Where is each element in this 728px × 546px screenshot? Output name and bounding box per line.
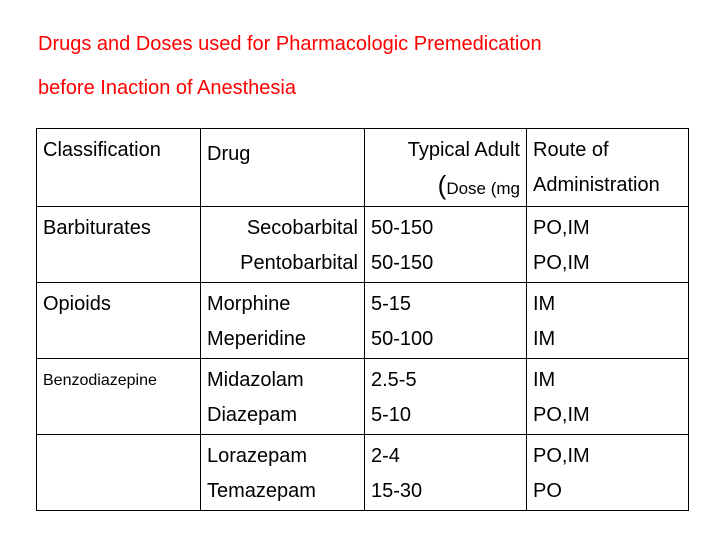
header-dose-paren: ( bbox=[437, 170, 447, 200]
cell-drugs: Lorazepam Temazepam bbox=[201, 435, 365, 511]
cell-routes: IM PO,IM bbox=[527, 359, 689, 435]
header-classification: Classification bbox=[37, 129, 201, 207]
cell-doses: 2-4 15-30 bbox=[365, 435, 527, 511]
cell-drugs: Morphine Meperidine bbox=[201, 283, 365, 359]
cell-doses: 5-15 50-100 bbox=[365, 283, 527, 359]
cell-doses: 2.5-5 5-10 bbox=[365, 359, 527, 435]
table-row bbox=[37, 283, 689, 359]
slide-title-line-1: Drugs and Doses used for Pharmacologic Premedication bbox=[38, 33, 542, 55]
table-row bbox=[37, 359, 689, 435]
slide-title-line-2: before Inaction of Anesthesia bbox=[38, 77, 296, 99]
header-dose: Typical Adult (Dose (mg bbox=[365, 129, 527, 207]
cell-drugs: Midazolam Diazepam bbox=[201, 359, 365, 435]
cell-doses: 50-150 50-150 bbox=[365, 207, 527, 283]
table-row bbox=[37, 435, 689, 511]
drug-dose-table bbox=[36, 128, 689, 511]
cell-routes: PO,IM PO bbox=[527, 435, 689, 511]
cell-classification bbox=[37, 435, 201, 511]
cell-drugs: Secobarbital Pentobarbital bbox=[201, 207, 365, 283]
cell-routes: PO,IM PO,IM bbox=[527, 207, 689, 283]
cell-classification: Opioids bbox=[37, 283, 201, 359]
cell-classification: Barbiturates bbox=[37, 207, 201, 283]
header-route: Route of Administration bbox=[527, 129, 689, 207]
table-header-row bbox=[37, 129, 689, 207]
header-dose-line-2: Dose (mg bbox=[446, 179, 520, 198]
cell-classification: Benzodiazepine bbox=[37, 359, 201, 435]
cell-routes: IM IM bbox=[527, 283, 689, 359]
table-row bbox=[37, 207, 689, 283]
header-drug: Drug bbox=[201, 129, 365, 207]
